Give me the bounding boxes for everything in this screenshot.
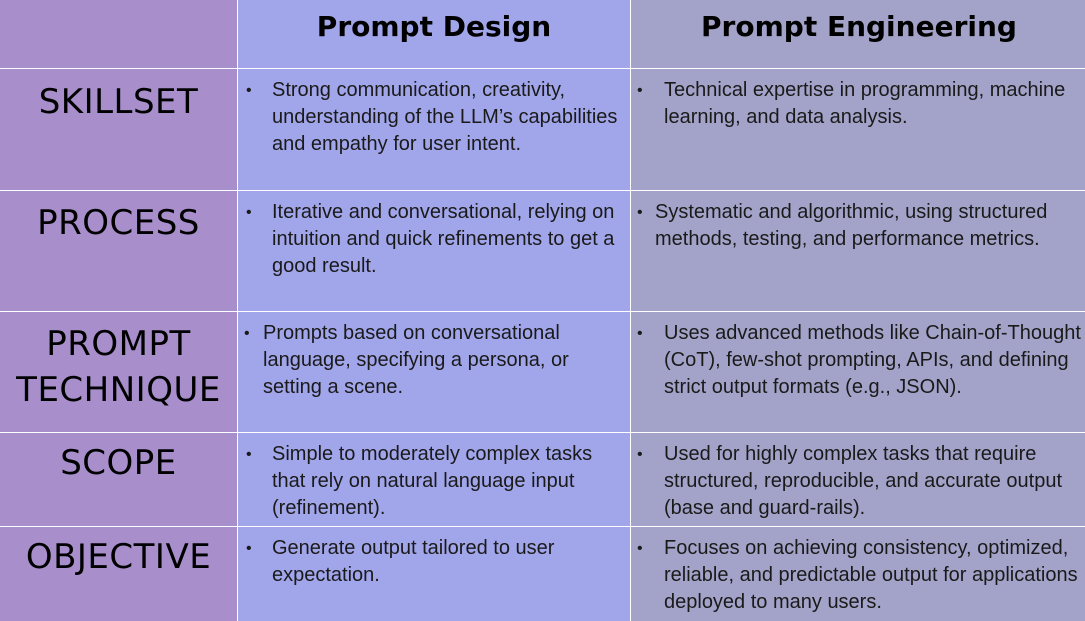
row-label-scope — [0, 433, 237, 526]
bullet-icon: • — [637, 204, 643, 221]
cell-text: Focuses on achieving consistency, optimized, reliable, and predictable output for applications deployed to many users. — [664, 537, 1078, 613]
cell-text: Used for highly complex tasks that require structured, reproducible, and accurate output (base and guard-rails). — [664, 443, 1063, 519]
row-label-skillset — [0, 69, 237, 190]
row-label-process — [0, 191, 237, 311]
bullet-icon: • — [637, 446, 643, 463]
bullet-icon: • — [637, 540, 643, 557]
row-label-text: SCOPE — [60, 443, 177, 483]
bullet-icon: • — [637, 82, 643, 99]
row-label-text: TECHNIQUE — [16, 370, 221, 410]
header-prompt-engineering — [631, 0, 1085, 68]
cell-technique-engineering — [631, 312, 1085, 432]
header-prompt-design-text: Prompt Design — [316, 10, 552, 43]
bullet-icon: • — [637, 325, 643, 342]
cell-objective-engineering — [631, 527, 1085, 621]
header-prompt-engineering-text: Prompt Engineering — [701, 10, 1017, 43]
bullet-icon: • — [244, 325, 250, 342]
cell-scope-engineering — [631, 433, 1085, 526]
row-label-prompt-technique — [0, 312, 237, 432]
bullet-icon: • — [246, 204, 252, 221]
cell-text: Generate output tailored to user expectation. — [272, 537, 555, 586]
bullet-icon: • — [246, 82, 252, 99]
cell-skillset-engineering — [631, 69, 1085, 190]
cell-text: Systematic and algorithmic, using structured methods, testing, and performance metrics. — [655, 201, 1048, 250]
cell-text: Technical expertise in programming, machine learning, and data analysis. — [664, 79, 1066, 128]
cell-objective-design — [238, 527, 630, 621]
row-label-text: PROMPT — [46, 324, 191, 364]
cell-scope-design — [238, 433, 630, 526]
cell-text: Simple to moderately complex tasks that rely on natural language input (refinement). — [272, 443, 593, 519]
cell-text: Prompts based on conversational language, specifying a persona, or setting a scene. — [263, 322, 569, 398]
cell-skillset-design — [238, 69, 630, 190]
bullet-icon: • — [246, 446, 252, 463]
cell-text: Uses advanced methods like Chain-of-Thought (CoT), few-shot prompting, APIs, and defining strict output formats (e.g., JSON). — [664, 322, 1081, 398]
cell-process-design — [238, 191, 630, 311]
row-label-text: PROCESS — [37, 203, 200, 243]
header-corner-cell — [0, 0, 237, 68]
row-label-text: OBJECTIVE — [25, 537, 212, 577]
cell-process-engineering — [631, 191, 1085, 311]
header-prompt-design — [238, 0, 630, 68]
row-label-text: SKILLSET — [38, 82, 199, 122]
bullet-icon: • — [246, 540, 252, 557]
cell-text: Iterative and conversational, relying on intuition and quick refinements to get a good result. — [272, 201, 615, 277]
cell-text: Strong communication, creativity, understanding of the LLM’s capabilities and empathy for user intent. — [272, 79, 618, 155]
row-label-objective — [0, 527, 237, 621]
cell-technique-design — [238, 312, 630, 432]
